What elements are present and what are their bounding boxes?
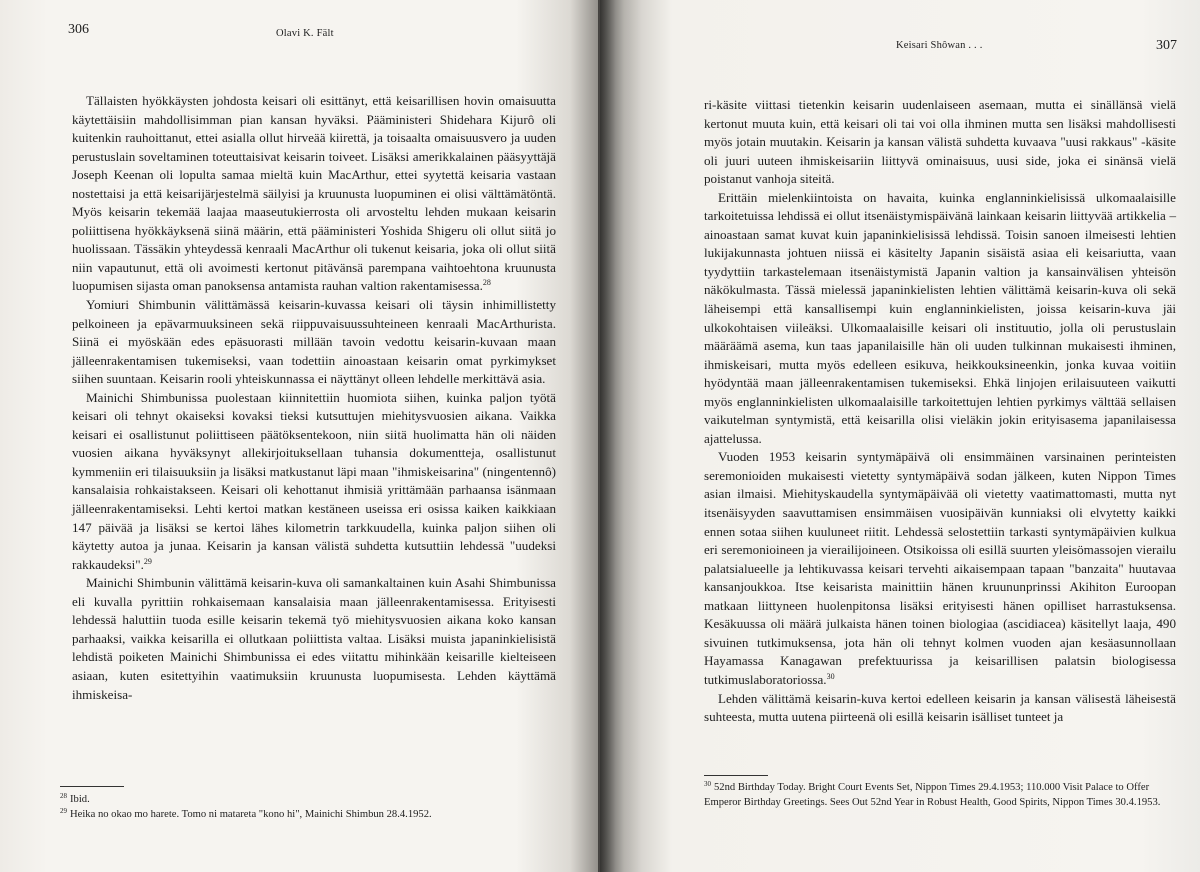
footnotes xyxy=(704,780,1174,810)
footnote-rule xyxy=(60,786,124,787)
paragraph: Yomiuri Shimbunin välittämässä keisarin-kuvassa keisari oli täysin inhimillistetty pelkoineen ja epävarmuuksineen sekä riippuvaisuussuhteineen kenraali MacArthurista. Siinä ei myöskään edes epäsuorasti millään tavoin vedottu keisarin-kuvaan maan jälleenrakentamisen tukemiseksi, vaan todettiin ainoastaan keisarin omat pyrkimykset siihen suuntaan. Keisarin rooli yhteiskunnassa ei näyttänyt olleen lehdelle merkittävä asia. xyxy=(72,297,556,387)
paragraph: Erittäin mielenkiintoista on havaita, kuinka englanninkielisissä ulkomaalaisille tarkoitetuissa lehdissä ei ollut itsenäistymispäivänä lainkaan keisarin liittyvää artikkelia – ainoastaan samat kuvat kuin japaninkielisissä lehdissä. Toisin sanoen ilmeisesti lehtien lukijakunnasta johtuen niissä ei käsitelty Japanin sisäistä asiaa eli keisariutta, vaan tyydyttiin tarkastelemaan itsenäistymistä Japanin valtion ja kansainvälisen yhteisön näkökulmasta. Tässä mielessä japaninkielisten lehtien välittämä keisarin-kuva oli sekä läheisempi että kansallisempi kuin englanninkielisten, joissa keisarin-kuva jäi ulkokohtaisen viileäksi. Ulkomaalaisille keisari oli instituutio, jolla oli perustuslain määräämä asema, kun taas japanilaisille hän oli uuden tulkinnan mukaisesti ihminen, ihmiskeisari, mutta myös edelleen esikuva, heikkouksineenkin, jonka kuvaa voitiin hyödyntää maan jälleenrakentamisen tukemiseksi. Ehkä linjojen erilaisuuteen vaikutti myös englanninkielisten ulkomaalaisille tarkoitettujen lehtien pyrkimys välttää sellaisen vaikutelman syntymistä, että keisarilla olisi vieläkin jokin erityisasema japanilaisessa ajattelussa. xyxy=(704,189,1176,446)
paragraph: Mainichi Shimbunissa puolestaan kiinnitettiin huomiota siihen, kuinka paljon työtä keisari oli tehnyt okaiseksi kovaksi tieksi kutsuttujen miehitysvuosien aikana. Vaikka keisari ei osallistunut poliittiseen päätöksentekoon, niin siitä huolimatta hän oli näiden vuosien aikana hyväksynyt allekirjoituksellaan tuhansia dokumentteja, osallistunut kymmeniin eri tilaisuuksiin ja lisäksi matkustanut läpi maan "ihmiskeisarina" (ningentennô) kansalaisia rohkaistakseen. Keisari oli kehottanut ihmisiä yrittämään parhaansa isänmaan jälleenrakentamiseksi. Lehti kertoi matkan kestäneen useissa eri osissa kaiken kaikkiaan 147 päivää ja lisäksi se kertoi lähes kilometrin tarkkuudella, kuinka paljon siihen oli käytetty autoa ja junaa. Keisarin ja kansan välistä suhdetta kutsuttiin lehdessä "uudeksi rakkaudeksi".$^{29}$ xyxy=(72,389,556,572)
paragraph: ri-käsite viittasi tietenkin keisarin uudenlaiseen asemaan, mutta ei sinällänsä vielä kertonut muuta kuin, että keisari oli tai voi olla ihminen mutta sen lisäksi mahdollisesti myös jotain muutakin. Keisarin ja kansan välistä suhdetta kuvaava "uusi rakkaus" -käsite oli juuri uuteen ihmiskeisariin liittyvä ominaisuus, uusi side, joka ei sinänsä vielä poistanut vanhoja siteitä. xyxy=(704,97,1176,187)
running-head: Keisari Shôwan . . . xyxy=(896,40,983,51)
right-page xyxy=(600,0,1200,872)
footnote-rule xyxy=(704,775,768,776)
footnote: $^{30}$ 52nd Birthday Today. Bright Court Events Set, Nippon Times 29.4.1953; 110.000 Visit Palace to Offer Emperor Birthday Greetings. Sees Out 52nd Year in Robust Health, Good Spirits, Nippon Times 30.4.1953. xyxy=(704,780,1161,808)
body-text xyxy=(72,92,556,704)
page-number: 307 xyxy=(1156,38,1177,53)
paragraph: Mainichi Shimbunin välittämä keisarin-kuva oli samankaltainen kuin Asahi Shimbunissa eli kuvalla pyrittiin rohkaisemaan kansalaisia maan jälleenrakentamisessa. Erityisesti lehdessä haluttiin tuoda esille keisarin tekemä työ miehitysvuosien aikana koko kansan parhaaksi, vaikka keisarilla ei ollutkaan poliittista valtaa. Lisäksi muista japaninkielisistä lehdistä poiketen Mainichi Shimbunissa ei edes viitattu mihinkään keisarille kielteiseen asiaan, kuten esitettyihin vaatimuksiin kruunusta luopumisesta. Lehden käyttämä ihmiskeisa- xyxy=(72,575,556,702)
footnote-ref[interactable]: 30 xyxy=(826,671,835,681)
footnote: $^{29}$ Heika no okao mo harete. Tomo ni matareta "kono hi", Mainichi Shimbun 28.4.1952. xyxy=(60,807,432,820)
footnote-ref[interactable]: 28 xyxy=(482,278,491,288)
page-number: 306 xyxy=(68,22,89,37)
paragraph: Vuoden 1953 keisarin syntymäpäivä oli ensimmäinen varsinainen perinteisten seremonioiden mukaisesti vietetty syntymäpäivä sodan jälkeen, kuten Nippon Times asian ilmaisi. Miehityskaudella syntymäpäivää oli vietetty vaatimattomasti, mutta nyt itsenäisyyden saavuttamisen ensimmäisen vuosipäivän kunniaksi oli elvytetty kaikki ennen sotaa siihen kuuluneet riitit. Lehdessä selostettiin tarkasti syntymäpäivien kulkua eri seremonioineen ja vierailijoineen. Otsikoissa oli esillä suurten yleisömassojen vierailu palatsialueelle ja lehtikuvassa keisari tervehti aikaisempaan tapaan "banzaita" huutavaa kansanjoukkoa. Itse keisarista mainittiin hänen kruununprinssi Akihiton Euroopan matkaan liittyneen huolenpitonsa lisäksi erityisesti hänen opilliset harrastuksensa. Kesäkuussa oli määrä julkaista hänen toinen biologiaa (ascidiacea) käsitellyt laaja, 490 sivuinen tutkimuksensa, jota hän oli tehnyt kolmen vuoden ajan kesäasunnollaan Hayamassa Kanagawan prefektuurissa ja keisarillisen palatsin biologisessa tutkimuslaboratoriossa.$^{30}$ xyxy=(704,449,1176,687)
paragraph: Lehden välittämä keisarin-kuva kertoi edelleen keisarin ja kansan välisestä läheisestä suhteesta, mutta uutena piirteenä oli esillä keisarin isälliset tunteet ja xyxy=(704,690,1176,725)
footnotes xyxy=(60,792,560,822)
body-text xyxy=(704,96,1176,727)
running-head: Olavi K. Fält xyxy=(276,28,334,39)
footnote-ref[interactable]: 29 xyxy=(143,556,152,566)
paragraph: Tällaisten hyökkäysten johdosta keisari oli esittänyt, että keisarillisen hovin omaisuutta käytettäisiin mahdollisimman pian kansan hyväksi. Pääministeri Shidehara Kijurô oli kuitenkin rauhoittanut, ettei asialla ollut hirveää kiirettä, ja toisaalta omaisuusvero ja uuden perustuslain soveltaminen toteuttaisivat keisarin toiveet. Lisäksi amerikkalainen pääsyyttäjä Joseph Keenan oli lopulta samaa mieltä kuin MacArthur, ettei syytettä keisaria vastaan nostettaisi ja että keisarijärjestelmä säilyisi ja kruunusta luopuminen ei olisi välttämätöntä. Myös keisarin tekemää laajaa maaseutukierrosta oli arvosteltu lehden mukaan keisarin poliittisena hyökkäyksenä siinä määrin, että pääministeri Yoshida Shigeru oli ollut siitä jo huolissaan. Tässäkin yhteydessä kenraali MacArthur oli tukenut keisaria, joka oli ollut siitä niin vapautunut, että oli avoimesti kertonut pitävänsä parempana vaihtoehtona kruunusta luopumisen sijasta oman panoksensa antamista rauhan valtion rakentamisessa.$^{28}$ xyxy=(72,93,556,294)
footnote: $^{28}$ Ibid. xyxy=(60,792,90,805)
